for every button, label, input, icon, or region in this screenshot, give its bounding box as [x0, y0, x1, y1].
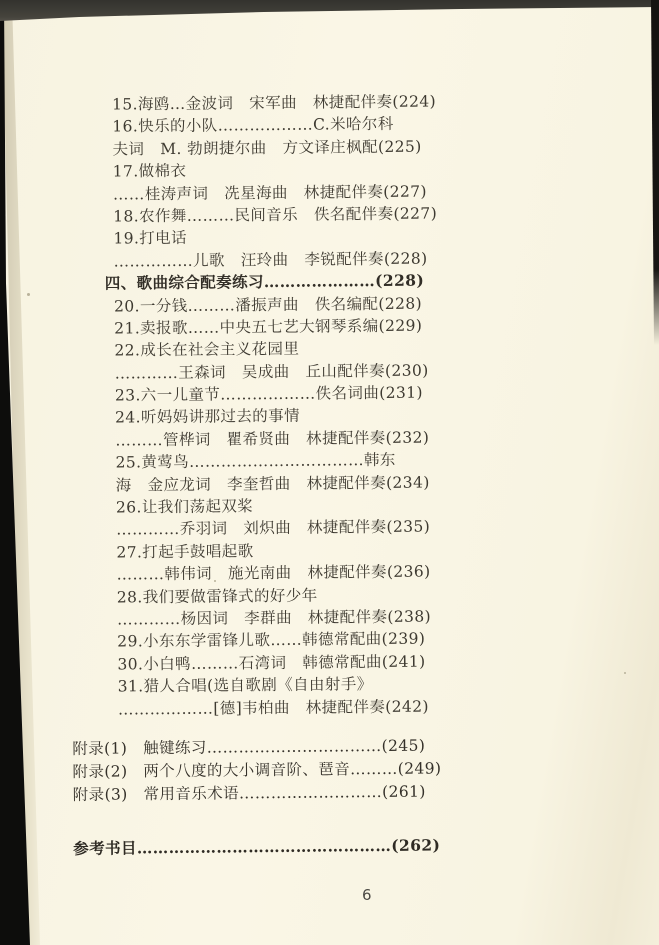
toc-line-continuation: 夫词 M. 勃朗捷尔曲 方文译庄枫配(225): [112, 137, 422, 159]
appendix-line: 附录(3) 常用音乐术语………………………(261): [72, 782, 426, 805]
toc-line: 28.我们要做雷锋式的好少年: [116, 586, 318, 607]
toc-line: 23.六一儿童节………………佚名词曲(231): [114, 383, 424, 405]
bibliography-line: 参考书目…………………………………………(262): [73, 834, 441, 858]
toc-line: 30.小白鸭………石湾词 韩德常配曲(241): [117, 652, 426, 674]
table-of-contents: [66, 90, 465, 860]
toc-line: 31.猎人合唱(选自歌剧《自由射手》: [117, 675, 373, 696]
toc-line: 19.打电话: [113, 229, 188, 248]
appendix-line: 附录(2) 两个八度的大小调音阶、琶音………(249): [72, 759, 442, 782]
scan-speck: [624, 672, 626, 674]
scan-speck: [27, 293, 30, 296]
toc-line: 27.打起手鼓唱起歌: [116, 542, 254, 562]
toc-line: 24.听妈妈讲那过去的事情: [115, 407, 301, 428]
toc-line-continuation: ………管桦词 瞿希贤曲 林捷配伴奏(232): [115, 428, 430, 450]
toc-line: 29.小东东学雷锋儿歌……韩德常配曲(239): [117, 629, 426, 651]
toc-line: 17.做棉衣: [112, 162, 187, 181]
toc-song-list: [66, 90, 464, 721]
toc-line: 20.一分钱………潘振声曲 佚名编配(228): [113, 294, 423, 316]
toc-line: 16.快乐的小队………………C.米哈尔科: [112, 115, 394, 136]
toc-line-continuation: ………韩伟词 施光南曲 林捷配伴奏(236): [116, 562, 431, 584]
toc-line: 15.海鸥…金波词 宋军曲 林捷配伴奏(224): [112, 92, 437, 114]
toc-line-continuation: …………乔羽词 刘炽曲 林捷配伴奏(235): [116, 517, 431, 539]
toc-line-continuation: 海 金应龙词 李奎哲曲 林捷配伴奏(234): [115, 473, 430, 495]
toc-line-continuation: …………王森词 吴成曲 丘山配伴奏(230): [114, 361, 429, 383]
toc-line: 26.让我们荡起双桨: [115, 497, 254, 517]
toc-line-continuation: ……桂涛声词 冼星海曲 林捷配伴奏(227): [112, 182, 428, 204]
toc-line-continuation: ……………儿歌 汪玲曲 李锐配伴奏(228): [113, 249, 428, 271]
section-heading: 四、歌曲综合配奏练习…………………(228): [104, 270, 425, 293]
toc-line: 18.农作舞………民间音乐 佚名配伴奏(227): [113, 204, 438, 226]
toc-line: 21.卖报歌……中央五七艺大钢琴系编(229): [114, 316, 423, 338]
toc-line: 22.成长在社会主义花园里: [114, 340, 300, 360]
appendix-line: 附录(1) 触键练习……………………………(245): [72, 736, 426, 758]
toc-line: 25.黄莺鸟……………………………韩东: [115, 451, 396, 472]
appendix-list: [72, 734, 465, 807]
toc-line-continuation: …………杨因词 李群曲 林捷配伴奏(238): [116, 607, 432, 629]
page-number: 6: [362, 886, 373, 904]
toc-line-continuation: ………………[德]韦柏曲 林捷配伴奏(242): [117, 697, 429, 719]
